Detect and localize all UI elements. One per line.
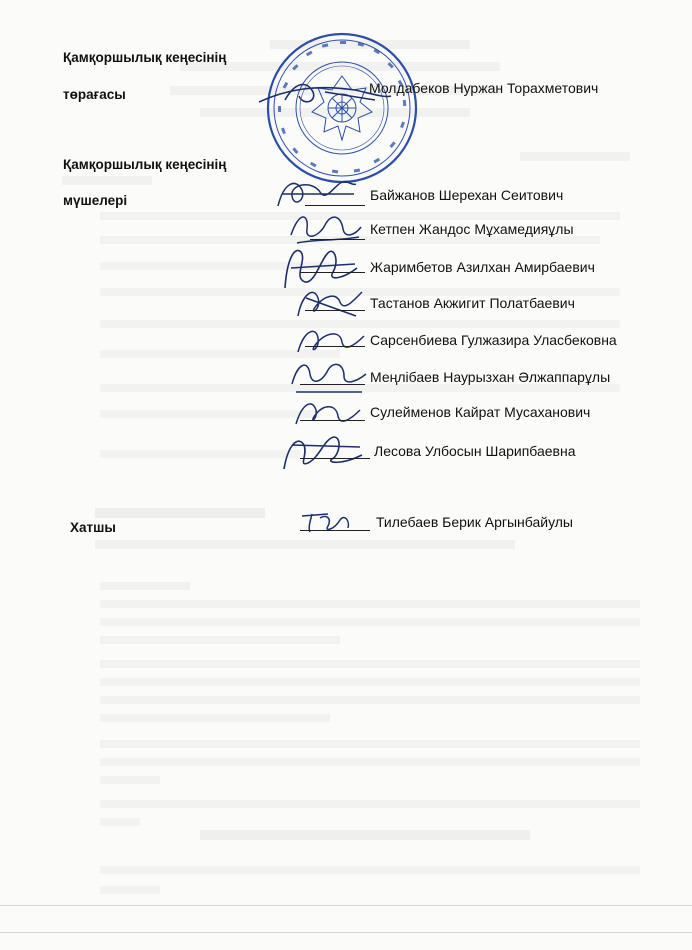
chair-name: Молдабеков Нуржан Торахметович (369, 80, 599, 96)
member-signature-icon (278, 425, 368, 480)
member-name: Сарсенбиева Гулжазира Уласбековна (370, 332, 617, 348)
signature-line (305, 310, 365, 311)
member-name: Сулейменов Кайрат Мусаханович (370, 404, 591, 420)
signature-line (300, 272, 365, 273)
member-name: Байжанов Шерехан Сеитович (370, 187, 564, 203)
secretary-signature-icon (298, 506, 358, 538)
signature-line (300, 420, 365, 421)
council-label: Қамқоршылық кеңесінің (63, 50, 227, 65)
members-council-label: Қамқоршылық кеңесінің (63, 157, 227, 172)
member-name: Меңлібаев Наурызхан Әлжаппарұлы (370, 369, 611, 385)
member-name: Жаримбетов Азилхан Амирбаевич (370, 259, 595, 275)
secretary-label: Хатшы (70, 520, 116, 535)
signature-line (300, 530, 370, 531)
member-name: Тастанов Акжигит Полатбаевич (370, 295, 575, 311)
member-name: Лесова Улбосын Шарипбаевна (374, 443, 576, 459)
page-edge-line (0, 932, 692, 933)
chair-label: төрағасы (63, 87, 126, 102)
member-name: Кетпен Жандос Мұхамедияұлы (370, 221, 574, 237)
secretary-name: Тилебаев Берик Аргынбайулы (376, 514, 573, 530)
members-label: мүшелері (63, 193, 128, 208)
page-edge-line (0, 905, 692, 906)
signature-line (300, 384, 365, 385)
signature-line (300, 458, 370, 459)
signature-line (305, 346, 365, 347)
